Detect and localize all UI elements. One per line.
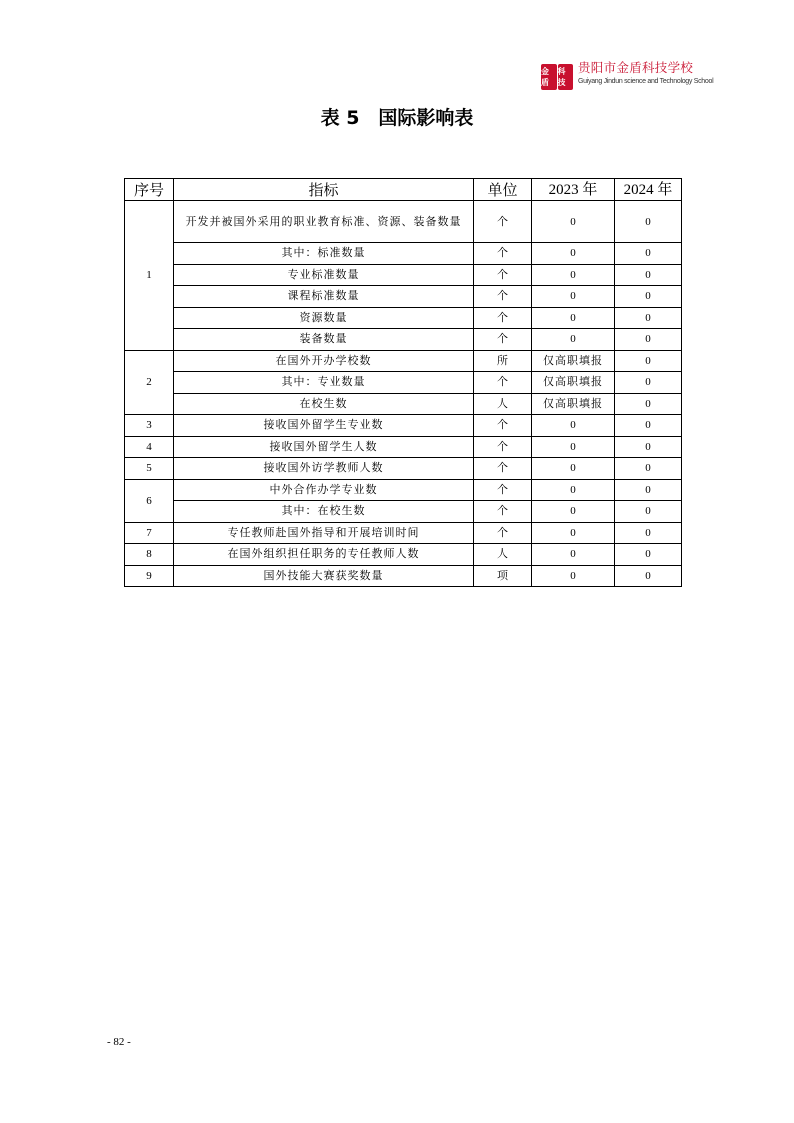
column-header-seq: 序号 [125,179,174,201]
cell-unit: 个 [474,286,532,308]
cell-indicator: 在校生数 [174,393,474,415]
cell-2024: 0 [615,522,682,544]
cell-indicator: 其中：在校生数 [174,501,474,523]
international-influence-table [124,178,682,587]
cell-2024: 0 [615,501,682,523]
cell-seq: 2 [125,350,174,415]
cell-2024: 0 [615,329,682,351]
cell-indicator: 其中：专业数量 [174,372,474,394]
table-row [125,243,682,265]
cell-unit: 个 [474,436,532,458]
cell-2024: 0 [615,201,682,243]
cell-2023: 仅高职填报 [532,372,615,394]
school-name-en: Guiyang Jindun science and Technology School [578,78,714,85]
table-row [125,201,682,243]
cell-unit: 人 [474,544,532,566]
table-row [125,522,682,544]
table-row [125,307,682,329]
cell-2024: 0 [615,393,682,415]
table-row [125,415,682,437]
cell-indicator: 开发并被国外采用的职业教育标准、资源、装备数量 [174,201,474,243]
cell-2024: 0 [615,243,682,265]
cell-indicator: 装备数量 [174,329,474,351]
cell-2024: 0 [615,565,682,587]
cell-2023: 0 [532,264,615,286]
cell-2023: 仅高职填报 [532,393,615,415]
cell-2024: 0 [615,544,682,566]
cell-indicator: 专业标准数量 [174,264,474,286]
table-row [125,350,682,372]
logo-seal-right: 科技 [558,64,574,90]
cell-2023: 0 [532,243,615,265]
table-row [125,393,682,415]
table-row [125,264,682,286]
cell-indicator: 专任教师赴国外指导和开展培训时间 [174,522,474,544]
cell-2024: 0 [615,264,682,286]
logo-seal-left: 金盾 [541,64,557,90]
cell-unit: 个 [474,243,532,265]
table-row [125,372,682,394]
cell-unit: 个 [474,329,532,351]
cell-unit: 个 [474,479,532,501]
column-header-indicator: 指标 [174,179,474,201]
cell-seq: 6 [125,479,174,522]
page-number: - 82 - [107,1036,131,1048]
cell-2024: 0 [615,458,682,480]
cell-seq: 3 [125,415,174,437]
cell-unit: 个 [474,522,532,544]
column-header-unit: 单位 [474,179,532,201]
cell-2024: 0 [615,307,682,329]
cell-indicator: 接收国外留学生专业数 [174,415,474,437]
table-body [125,201,682,587]
column-header-2023: 2023 年 [532,179,615,201]
cell-unit: 所 [474,350,532,372]
cell-2024: 0 [615,436,682,458]
cell-seq: 8 [125,544,174,566]
school-name: 贵阳市金盾科技学校 [578,60,694,75]
cell-indicator: 中外合作办学专业数 [174,479,474,501]
school-logo [541,64,573,90]
cell-2023: 0 [532,201,615,243]
cell-indicator: 其中：标准数量 [174,243,474,265]
cell-unit: 个 [474,458,532,480]
cell-2024: 0 [615,372,682,394]
cell-seq: 1 [125,201,174,351]
table-row [125,565,682,587]
table-row [125,436,682,458]
cell-seq: 5 [125,458,174,480]
cell-unit: 个 [474,415,532,437]
cell-2023: 0 [532,501,615,523]
column-header-2024: 2024 年 [615,179,682,201]
table-title: 表 5 国际影响表 [320,107,474,129]
cell-unit: 个 [474,501,532,523]
cell-2024: 0 [615,350,682,372]
cell-unit: 人 [474,393,532,415]
table-row [125,544,682,566]
cell-indicator: 接收国外访学教师人数 [174,458,474,480]
cell-indicator: 资源数量 [174,307,474,329]
cell-unit: 个 [474,372,532,394]
cell-unit: 个 [474,307,532,329]
table-row [125,501,682,523]
table-row [125,286,682,308]
cell-unit: 个 [474,201,532,243]
cell-2023: 0 [532,458,615,480]
cell-2023: 0 [532,479,615,501]
cell-unit: 项 [474,565,532,587]
cell-2024: 0 [615,286,682,308]
cell-2023: 0 [532,286,615,308]
table-row [125,479,682,501]
cell-indicator: 国外技能大赛获奖数量 [174,565,474,587]
cell-seq: 9 [125,565,174,587]
cell-unit: 个 [474,264,532,286]
cell-2024: 0 [615,479,682,501]
cell-indicator: 接收国外留学生人数 [174,436,474,458]
cell-2023: 0 [532,522,615,544]
cell-2023: 0 [532,329,615,351]
cell-seq: 4 [125,436,174,458]
cell-2023: 0 [532,436,615,458]
table-row [125,458,682,480]
cell-2024: 0 [615,415,682,437]
cell-indicator: 课程标准数量 [174,286,474,308]
cell-2023: 0 [532,544,615,566]
cell-seq: 7 [125,522,174,544]
cell-2023: 0 [532,565,615,587]
cell-2023: 0 [532,307,615,329]
cell-indicator: 在国外组织担任职务的专任教师人数 [174,544,474,566]
cell-2023: 仅高职填报 [532,350,615,372]
cell-indicator: 在国外开办学校数 [174,350,474,372]
table-row [125,329,682,351]
table-header-row [125,179,682,201]
cell-2023: 0 [532,415,615,437]
